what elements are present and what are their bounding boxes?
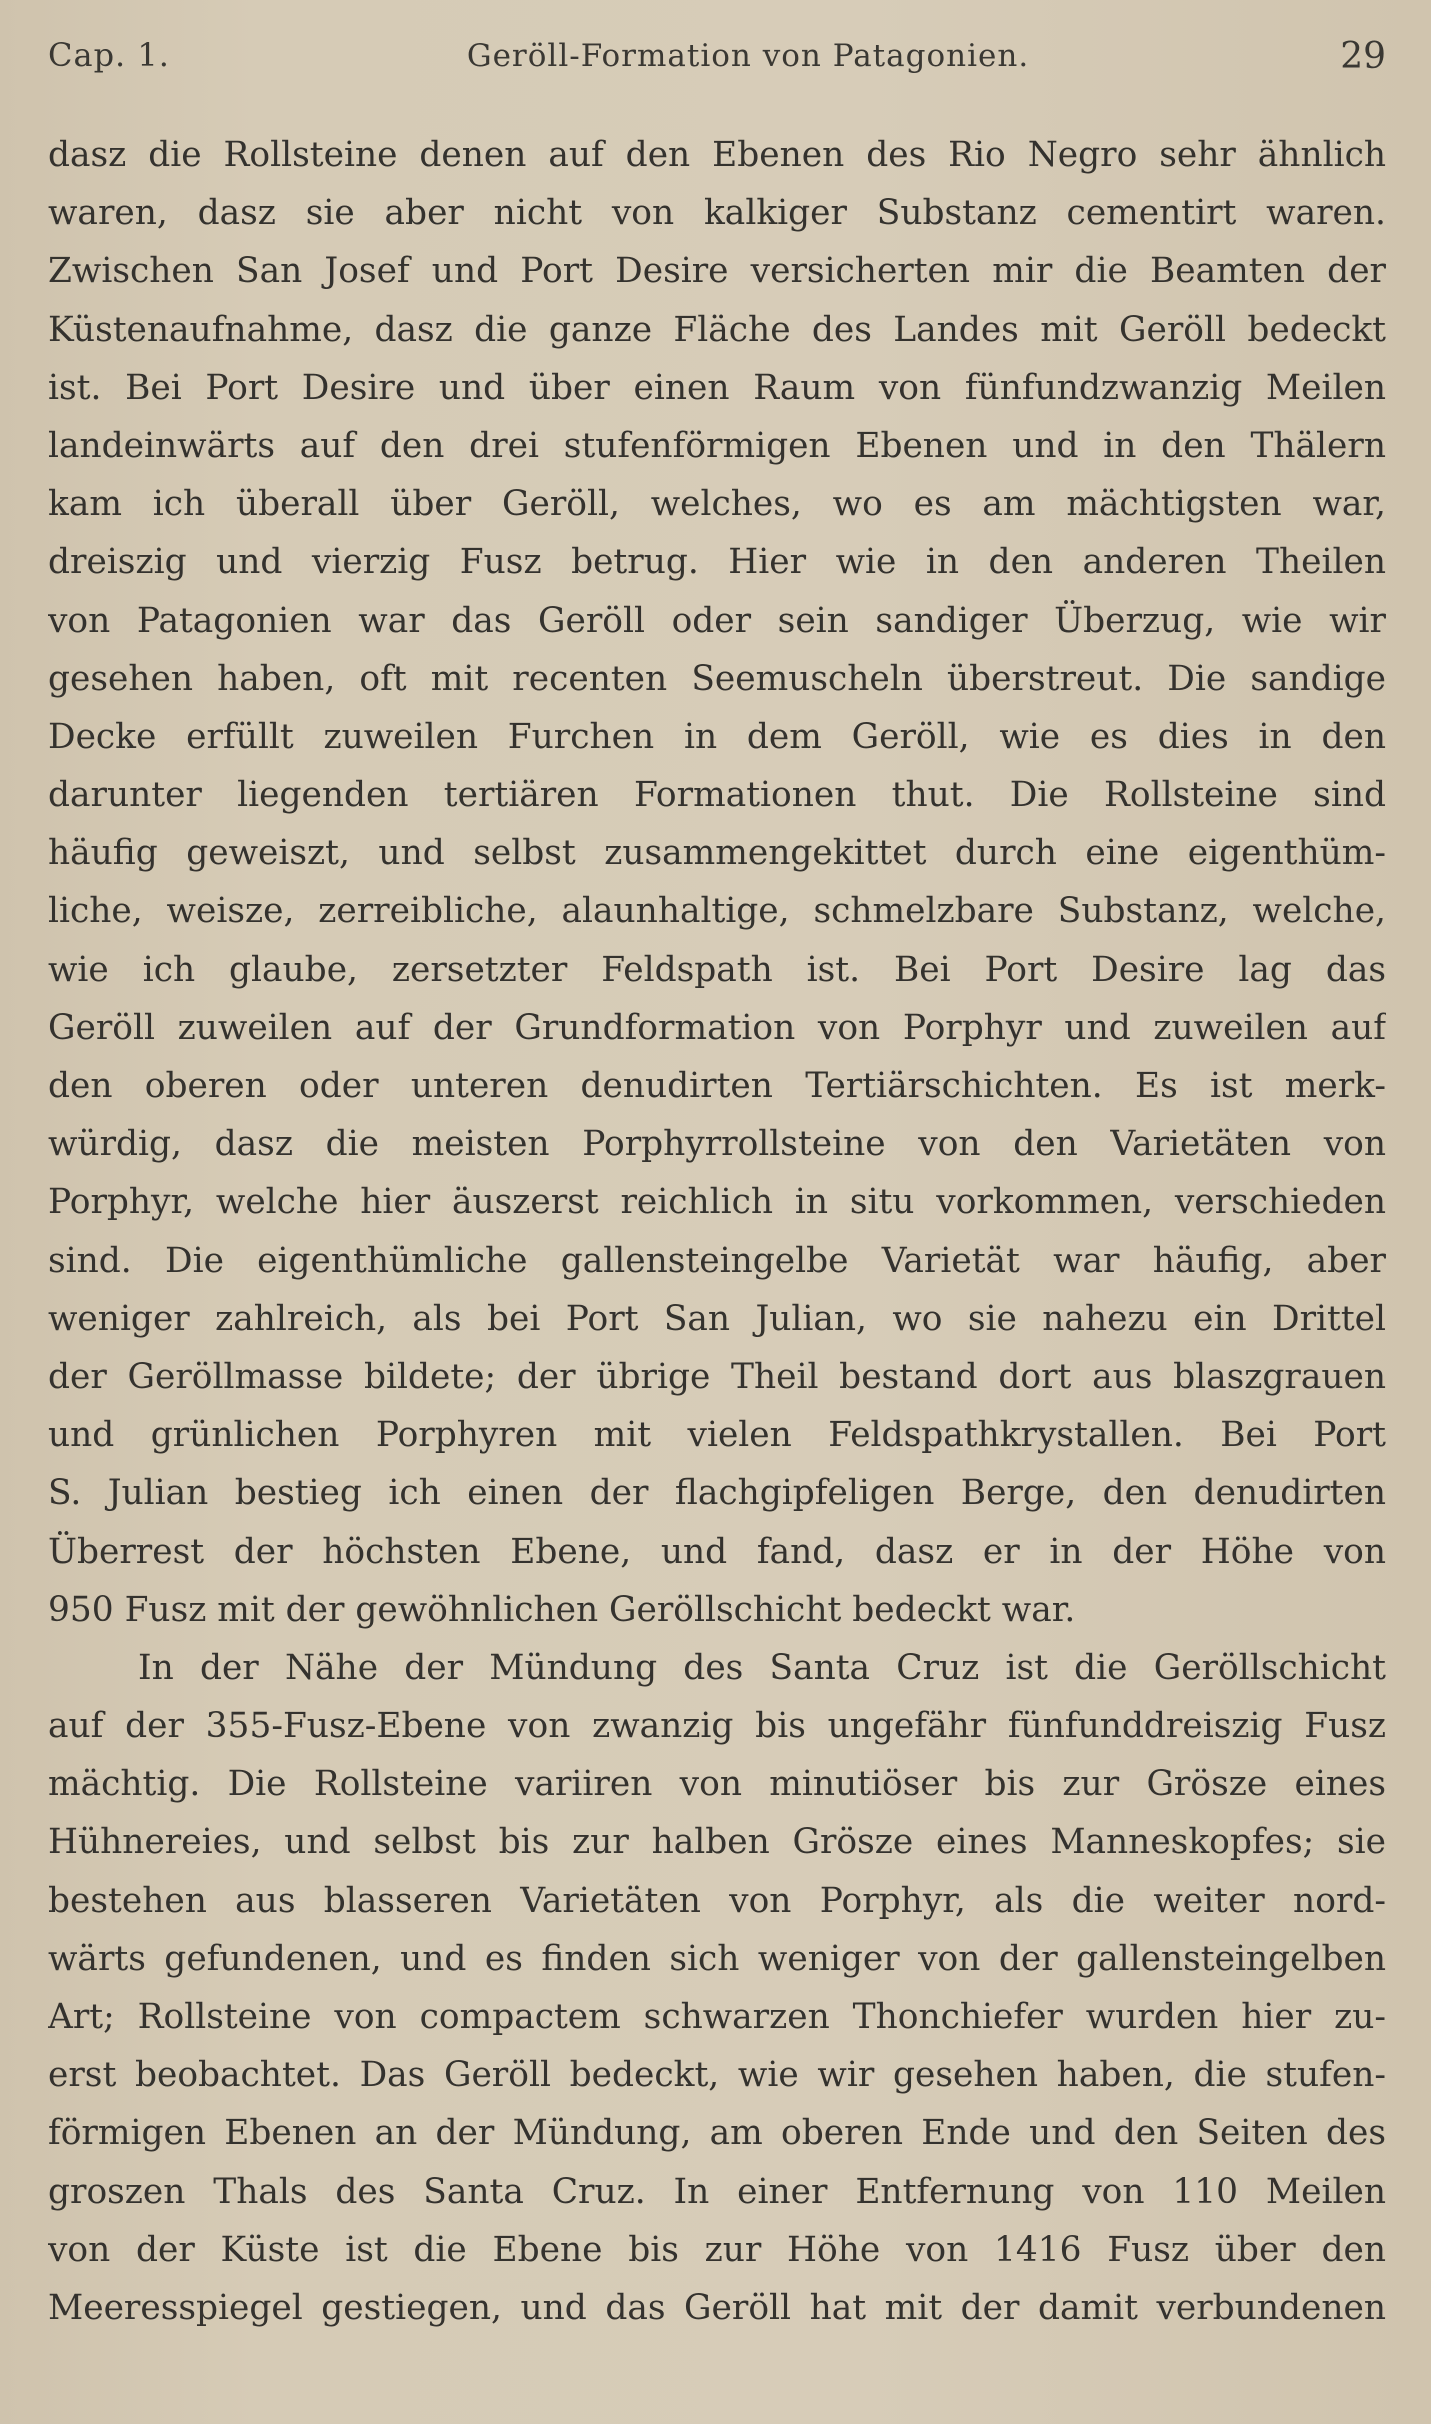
text-line: gesehen haben, oft mit recenten Seemuscheln überstreut. Die sandige (48, 658, 1386, 699)
text-line: Überrest der höchsten Ebene, und fand, dasz er in der Höhe von (48, 1531, 1386, 1572)
text-line: dasz die Rollsteine denen auf den Ebenen des Rio Negro sehr ähnlich (48, 135, 1386, 175)
text-line: den oberen oder unteren denudirten Tertiärschichten. Es ist merk- (48, 1066, 1386, 1106)
text-line: der Geröllmasse bildete; der übrige Theil bestand dort aus blaszgrauen (48, 1356, 1386, 1397)
text-line: auf der 355-Fusz-Ebene von zwanzig bis ungefähr fünfunddreiszig Fusz (48, 1706, 1386, 1747)
text-line: würdig, dasz die meisten Porphyrrollsteine von den Varietäten von (48, 1124, 1386, 1165)
text-line: Küstenaufnahme, dasz die ganze Fläche des Landes mit Geröll bedeckt (48, 309, 1386, 350)
text-line: Zwischen San Josef und Port Desire versicherten mir die Beamten der (48, 251, 1386, 292)
text-line: Art; Rollsteine von compactem schwarzen Thonchiefer wurden hier zu- (48, 1997, 1386, 2037)
text-line: waren, dasz sie aber nicht von kalkiger Substanz cementirt waren. (48, 193, 1386, 234)
text-line: und grünlichen Porphyren mit vielen Feldspathkrystallen. Bei Port (48, 1415, 1386, 1456)
text-line: liche, weisze, zerreibliche, alaunhaltige, schmelzbare Substanz, welche, (48, 891, 1386, 932)
text-line: In der Nähe der Mündung des Santa Cruz ist die Geröllschicht (138, 1647, 1386, 1688)
running-header (48, 32, 1386, 84)
paragraph (48, 1639, 1386, 2337)
running-title: Geröll-Formation von Patagonien. (466, 38, 1030, 74)
text-line: sind. Die eigenthümliche gallensteingelbe Varietät war häufig, aber (48, 1240, 1386, 1281)
text-line: Meeresspiegel gestiegen, und das Geröll hat mit der damit verbundenen (48, 2287, 1386, 2328)
text-line: kam ich überall über Geröll, welches, wo es am mächtigsten war, (48, 484, 1386, 525)
text-line: darunter liegenden tertiären Formationen thut. Die Rollsteine sind (48, 775, 1386, 816)
text-line: wie ich glaube, zersetzter Feldspath ist. Bei Port Desire lag das (48, 949, 1386, 990)
text-line: von der Küste ist die Ebene bis zur Höhe von 1416 Fusz über den (48, 2229, 1386, 2270)
text-line: mächtig. Die Rollsteine variiren von minutiöser bis zur Grösze eines (48, 1764, 1386, 1805)
text-line: ist. Bei Port Desire und über einen Raum von fünfundzwanzig Meilen (48, 367, 1386, 408)
text-line: S. Julian bestieg ich einen der flachgipfeligen Berge, den denudirten (48, 1473, 1386, 1514)
text-line: Geröll zuweilen auf der Grundformation von Porphyr und zuweilen auf (48, 1007, 1386, 1048)
text-line: dreiszig und vierzig Fusz betrug. Hier wie in den anderen Theilen (48, 542, 1386, 583)
text-line: Decke erfüllt zuweilen Furchen in dem Geröll, wie es dies in den (48, 716, 1386, 757)
text-line: landeinwärts auf den drei stufenförmigen Ebenen und in den Thälern (48, 425, 1386, 466)
page-number: 29 (1340, 36, 1386, 77)
text-line: Porphyr, welche hier äuszerst reichlich in situ vorkommen, verschieden (48, 1182, 1386, 1223)
text-line: häufig geweiszt, und selbst zusammengekittet durch eine eigenthüm- (48, 833, 1386, 874)
text-line: weniger zahlreich, als bei Port San Julian, wo sie nahezu ein Drittel (48, 1298, 1386, 1339)
text-line: Hühnereies, und selbst bis zur halben Grösze eines Manneskopfes; sie (48, 1822, 1386, 1863)
text-line: erst beobachtet. Das Geröll bedeckt, wie wir gesehen haben, die stufen- (48, 2055, 1386, 2096)
text-line: 950 Fusz mit der gewöhnlichen Geröllschicht bedeckt war. (48, 1589, 1076, 1630)
text-line: von Patagonien war das Geröll oder sein sandiger Überzug, wie wir (48, 600, 1386, 641)
text-line: bestehen aus blasseren Varietäten von Porphyr, als die weiter nord- (48, 1880, 1386, 1921)
body-text (48, 126, 1386, 2337)
text-line: wärts gefundenen, und es finden sich weniger von der gallensteingelben (48, 1938, 1386, 1979)
chapter-label: Cap. 1. (48, 36, 170, 74)
text-line: förmigen Ebenen an der Mündung, am oberen Ende und den Seiten des (48, 2113, 1386, 2154)
paragraph (48, 126, 1386, 1639)
text-line: groszen Thals des Santa Cruz. In einer Entfernung von 110 Meilen (48, 2171, 1386, 2212)
